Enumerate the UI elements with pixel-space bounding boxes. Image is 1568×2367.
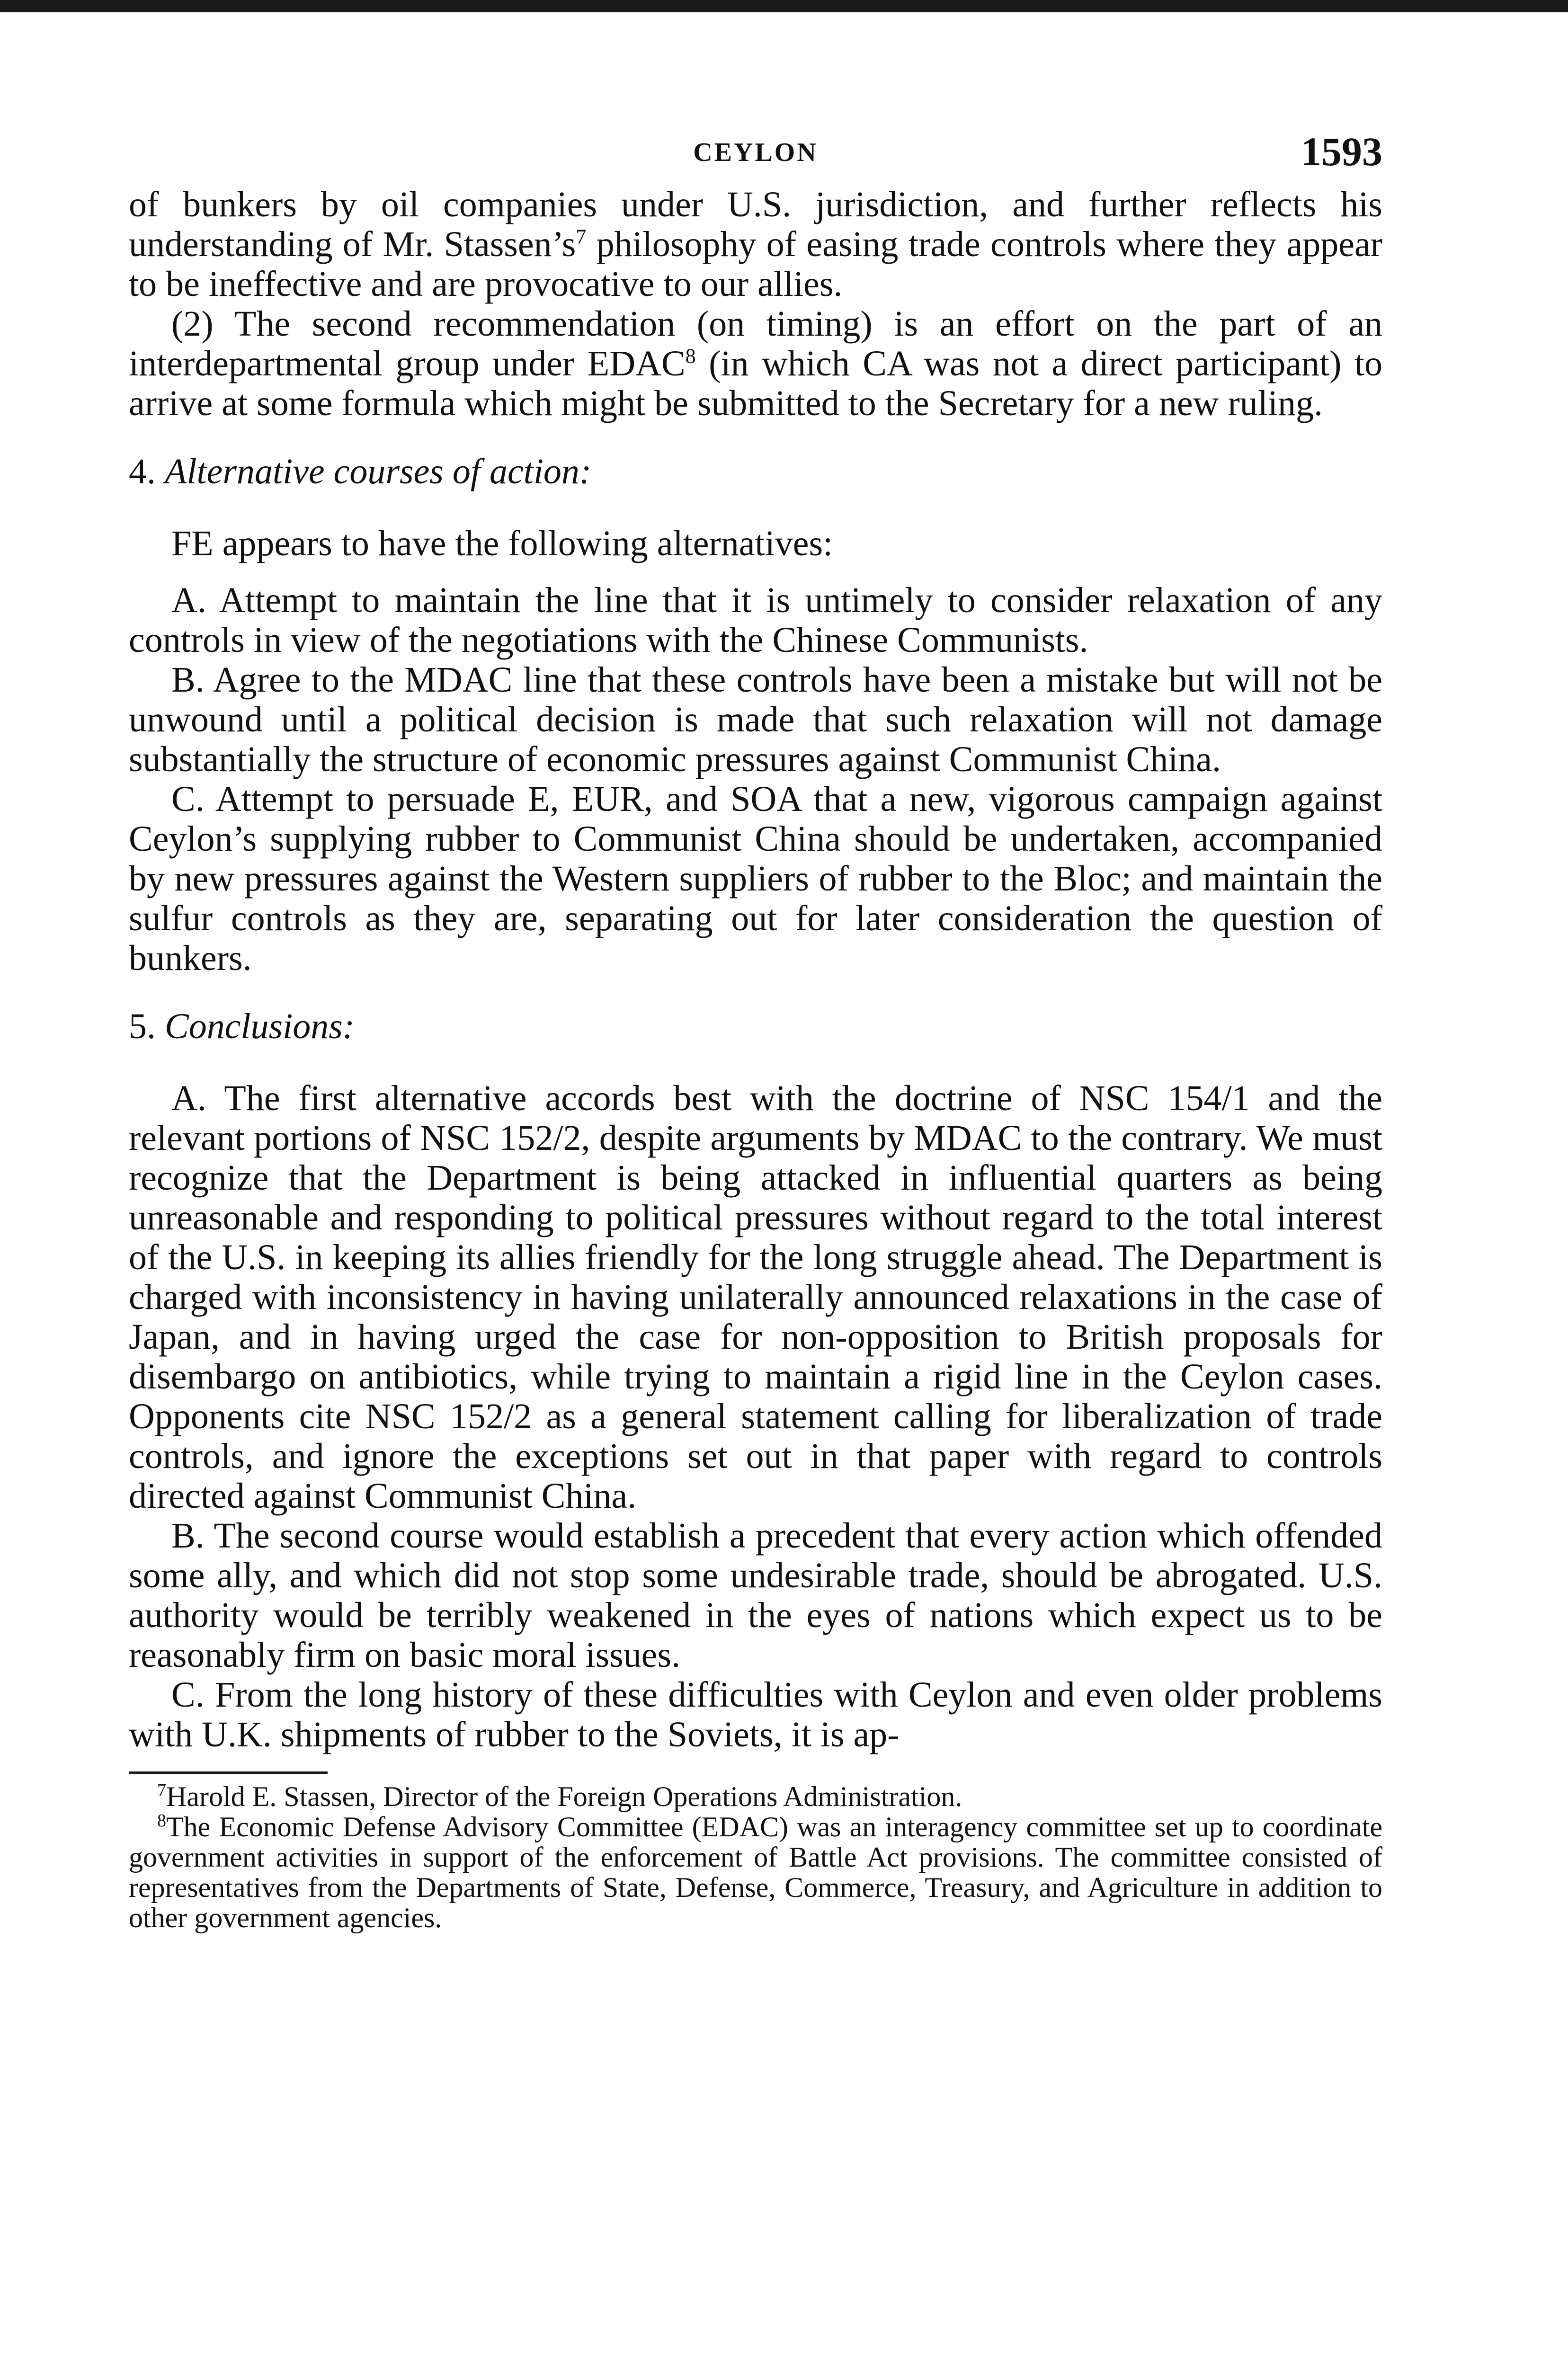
section-number: 4. <box>129 452 165 491</box>
footnote-mark: 8 <box>157 1811 166 1831</box>
document-page <box>129 118 1382 1933</box>
footnote-text: Harold E. Stassen, Director of the Foreign Operations Administration. <box>166 1781 962 1812</box>
section-4-intro: FE appears to have the following alternatives: <box>171 524 833 563</box>
alternative-b: B. Agree to the MDAC line that these controls have been a mistake but will not be unwound until a political decision is made that such relaxation will not damage substantially the structure of economic pressures against Communist China. <box>129 660 1382 779</box>
section-title: Alternative courses of action: <box>165 452 592 491</box>
paragraph-text: (in which CA was not a direct participant) to arrive at some formula which might be submitted to the Secretary for a new ruling. <box>129 344 1382 423</box>
continuation-paragraph <box>129 185 1382 304</box>
conclusion-b: B. The second course would establish a precedent that every action which offended some ally, and which did not stop some undesirable trade, should be abrogated. U.S. authority would be terribly weakened in the eyes of nations which expect us to be reasonably firm on basic moral issues. <box>129 1516 1382 1675</box>
alternative-c: C. Attempt to persuade E, EUR, and SOA that a new, vigorous campaign against Ceylon’s supplying rubber to Communist China should be undertaken, accompanied by new pressures against the Western suppliers of rubber to the Bloc; and maintain the sulfur controls as they are, separating out for later consideration the question of bunkers. <box>129 779 1382 978</box>
paragraph-text: of bunkers by oil companies under U.S. jurisdiction, and further reflects his understanding of Mr. Stassen’s <box>129 185 1382 264</box>
page-header <box>129 118 1382 185</box>
conclusion-a: A. The first alternative accords best with the doctrine of NSC 154/1 and the relevant portions of NSC 152/2, despite arguments by MDAC to the contrary. We must recognize that the Department is being attacked in influential quarters as being unreasonable and responding to political pressures without regard to the total interest of the U.S. in keeping its allies friendly for the long struggle ahead. The Department is charged with inconsistency in having unilaterally announced relaxations in the case of Japan, and in having urged the case for non-opposition to British proposals for disembargo on antibiotics, while trying to maintain a rigid line in the Ceylon cases. Opponents cite NSC 152/2 as a general statement calling for liberalization of trade controls, and ignore the exceptions set out in that paper with regard to controls directed against Communist China. <box>129 1078 1382 1516</box>
running-head: CEYLON <box>693 138 818 167</box>
section-5-heading <box>129 1006 1382 1046</box>
footnote-text: The Economic Defense Advisory Committee (EDAC) was an interagency committee set up to coordinate government activities in support of the enforcement of Battle Act provisions. The committee consisted of representatives from the Departments of State, Defense, Commerce, Treasury, and Agriculture in addition to other government agencies. <box>129 1811 1382 1933</box>
section-number: 5. <box>129 1006 165 1046</box>
page-number: 1593 <box>1301 129 1382 174</box>
conclusion-c: C. From the long history of these difficulties with Ceylon and even older problems with U.K. shipments of rubber to the Soviets, it is ap- <box>129 1675 1382 1754</box>
footnote-divider <box>129 1771 328 1774</box>
body-text <box>129 185 1382 1754</box>
footnotes <box>129 1781 1382 1933</box>
section-title: Conclusions: <box>165 1006 355 1046</box>
recommendation-paragraph <box>129 304 1382 423</box>
footnote-8 <box>129 1812 1382 1933</box>
paragraph-text: philosophy of easing trade controls where they appear to be ineffective and are provocative to our allies. <box>129 224 1382 304</box>
footnote-ref-7: 7 <box>576 225 587 249</box>
section-4-heading <box>129 452 1382 491</box>
top-page-rule <box>0 0 1568 12</box>
paragraph-text: (2) The second recommendation (on timing) is an effort on the part of an interdepartmental group under EDAC <box>129 304 1382 383</box>
footnote-7 <box>129 1781 1382 1812</box>
footnote-mark: 7 <box>157 1780 166 1800</box>
footnote-ref-8: 8 <box>685 344 696 368</box>
alternative-a: A. Attempt to maintain the line that it is untimely to consider relaxation of any controls in view of the negotiations with the Chinese Communists. <box>129 580 1382 660</box>
